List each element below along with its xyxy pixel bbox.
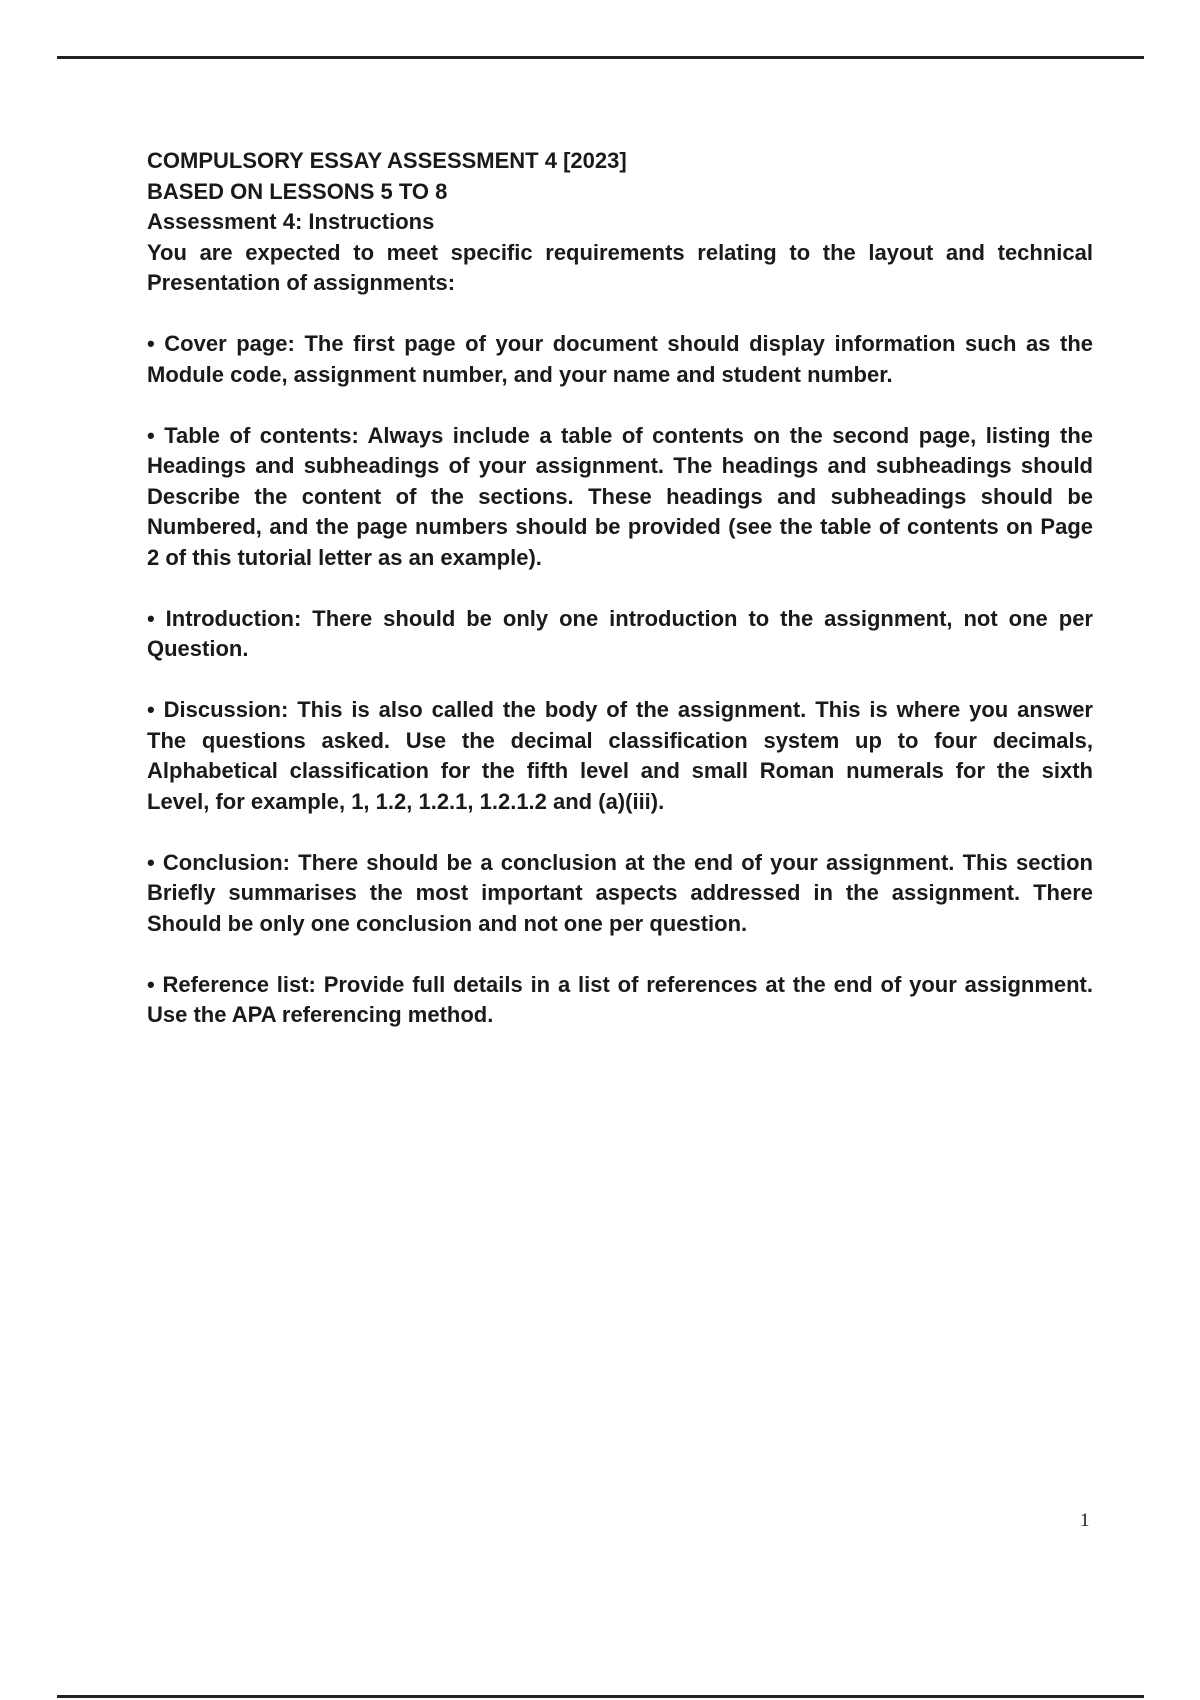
item-cover-page: • Cover page: The first page of your document should display information such as the Module code, assignment number, and your name and student number. bbox=[147, 331, 1093, 387]
item-introduction: • Introduction: There should be only one introduction to the assignment, not one per Question. bbox=[147, 605, 1093, 661]
item-reference-list: • Reference list: Provide full details in a list of references at the end of your assignment. Use the APA referencing method. bbox=[147, 971, 1093, 1027]
section-heading: Assessment 4: Instructions bbox=[147, 209, 435, 234]
page-number: 1 bbox=[1080, 1510, 1090, 1531]
header-rule bbox=[57, 56, 1144, 59]
document-title: COMPULSORY ESSAY ASSESSMENT 4 [2023] bbox=[147, 148, 627, 173]
document-subtitle: BASED ON LESSONS 5 TO 8 bbox=[147, 178, 448, 204]
footer-rule bbox=[57, 1695, 1144, 1698]
intro-text: You are expected to meet specific requirements relating to the layout and technical Presentation of assignments: bbox=[147, 239, 1093, 295]
item-table-of-contents: • Table of contents: Always include a table of contents on the second page, listing the Headings and subheadings of your assignment. The headings and subheadings should Describe the content of the sections. These headings and subheadings should be Numbered, and the page numbers should be provided (see the table of contents on Page 2 of this tutorial letter as an example). bbox=[147, 422, 1093, 570]
document-body bbox=[147, 146, 1093, 1031]
item-discussion: • Discussion: This is also called the body of the assignment. This is where you answer The questions asked. Use the decimal classification system up to four decimals, Alphabetical classification for the fifth level and small Roman numerals for the sixth Level, for example, 1, 1.2, 1.2.1, 1.2.1.2 and (a)(iii). bbox=[147, 697, 1093, 814]
item-conclusion: • Conclusion: There should be a conclusion at the end of your assignment. This section Briefly summarises the most important aspects addressed in the assignment. There Should be only one conclusion and not one per question. bbox=[147, 849, 1093, 936]
